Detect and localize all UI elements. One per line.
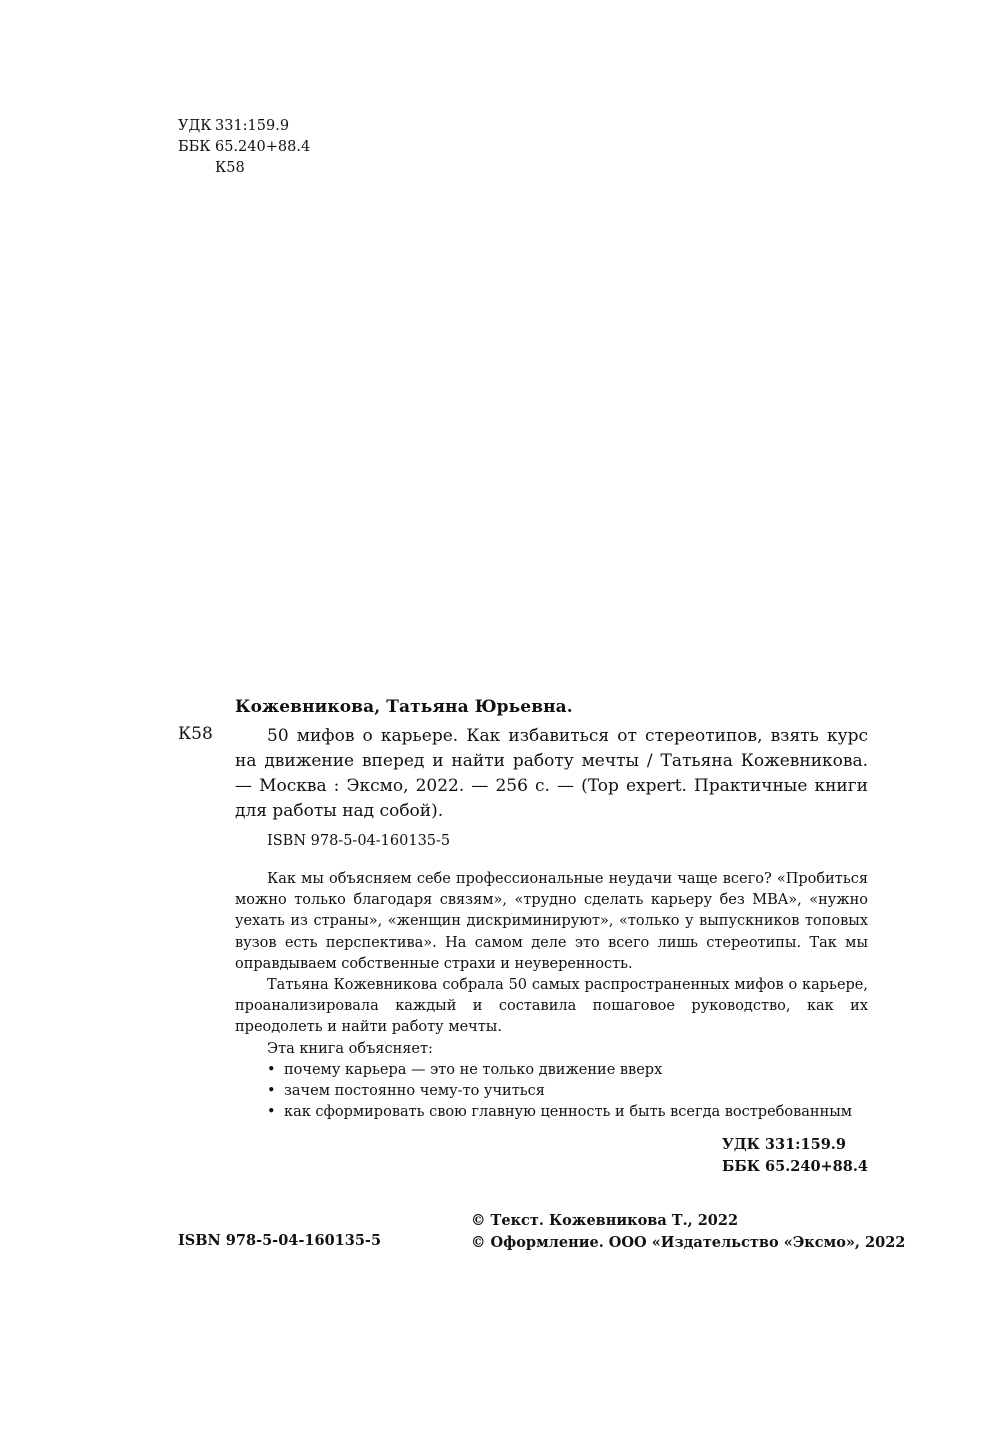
udk-row [178,116,310,137]
annotation-list-intro: Эта книга объясняет: [267,1040,433,1057]
bibliographic-description: 50 мифов о карьере. Как избавиться от стереотипов, взять курс на движение вперед и найти работу мечты / Татьяна Кожевникова. — Москва : Эксмо, 2022. — 256 с. — (Top expert. Практичные книги для работы над собой). [235,726,868,821]
list-item [235,1102,868,1123]
udk-value: 331:159.9 [215,118,290,134]
isbn-inline: ISBN 978-5-04-160135-5 [267,833,451,849]
list-item [235,1081,868,1102]
author-heading: Кожевникова, Татьяна Юрьевна. [235,697,573,717]
annotation-paragraph-1: Как мы объясняем себе профессиональные неудачи чаще всего? «Пробиться можно только благодаря связям», «трудно сделать карьеру без MBA», «нужно уехать из страны», «женщин дискриминируют», «только у выпускников топовых вузов есть перспектива». На самом деле это всего лишь стереотипы. Так мы оправдываем собственные страхи и неуверенность. [235,871,868,972]
bbk-bottom: ББК 65.240+88.4 [722,1158,868,1175]
bullet-icon: • [267,1061,276,1078]
copyright-text-line: © Текст. Кожевникова Т., 2022 [471,1212,739,1229]
bbk-row [178,137,310,158]
udk-bottom: УДК 331:159.9 [722,1136,846,1153]
author-mark-left: К58 [178,724,213,744]
copyright-block [471,1210,905,1254]
author-mark-top: К58 [215,160,245,176]
list-item-text: зачем постоянно чему-то учиться [284,1083,545,1100]
annotation [235,869,868,1123]
top-classification [178,116,310,179]
annotation-paragraph-2: Татьяна Кожевникова собрала 50 самых распространенных мифов о карьере, проанализировала каждый и составила пошаговое руководство, как их преодолеть и найти работу мечты. [235,977,868,1036]
bullet-icon: • [267,1083,276,1100]
copyright-design-line: © Оформление. ООО «Издательство «Эксмо», 2022 [471,1234,906,1251]
bottom-classification [722,1134,868,1178]
list-item-text: почему карьера — это не только движение вверх [284,1061,663,1078]
bbk-label: ББК [178,139,211,155]
list-item-text: как сформировать свою главную ценность и быть всегда востребованным [284,1104,853,1121]
list-item [235,1060,868,1081]
bullet-icon: • [267,1104,276,1121]
udk-label: УДК [178,118,212,134]
annotation-list [235,1060,868,1124]
isbn-bottom: ISBN 978-5-04-160135-5 [178,1232,382,1249]
bbk-value: 65.240+88.4 [215,139,311,155]
